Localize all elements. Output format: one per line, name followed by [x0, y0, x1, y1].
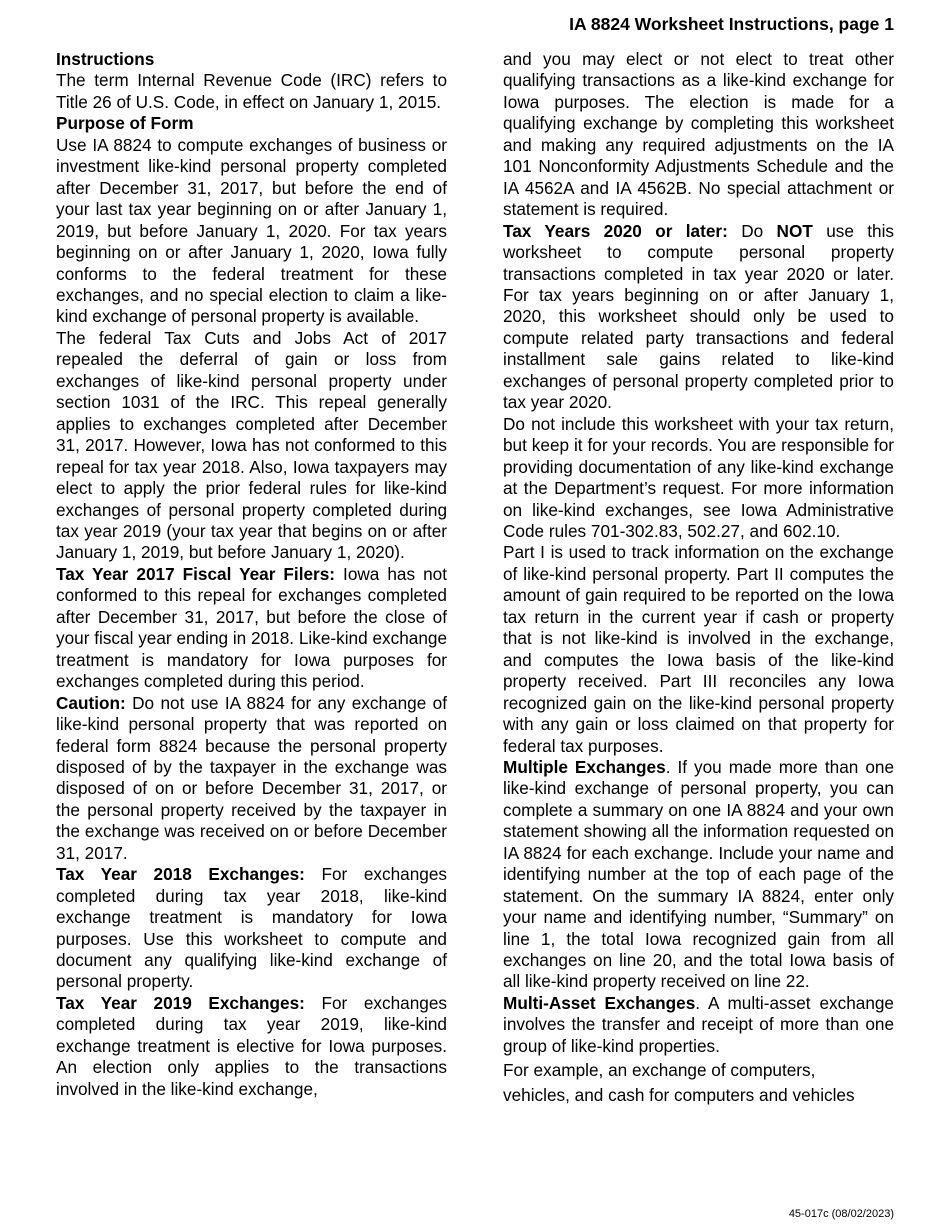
- caution-text: Do not use IA 8824 for any exchange of like-kind personal property that was reported on federal form 8824 because the personal property disposed of by the taxpayer in the exchange was disposed of on or before December 31, 2017, or the personal property received by the taxpayer in the exchange was received on or before December 31, 2017.: [56, 692, 448, 863]
- example-line-2: vehicles, and cash for computers and vehicles: [503, 1084, 855, 1105]
- form-id: 45-017c (08/02/2023): [788, 1208, 894, 1220]
- ty2019-paragraph: [56, 993, 447, 1100]
- multi-asset-paragraph: [503, 993, 894, 1057]
- page-title: IA 8824 Worksheet Instructions, page 1: [569, 14, 894, 34]
- right-column: [503, 49, 894, 1106]
- example-line-1: For example, an exchange of computers,: [503, 1060, 816, 1081]
- ty2019-text: For exchanges completed during tax year 2019, like-kind exchange treatment is elective for Iowa purposes. An election only applies to the transactions involved in the like-kind exchange,: [56, 992, 448, 1099]
- multiple-exchanges-label: Multiple Exchanges: [503, 756, 666, 777]
- irc-paragraph: The term Internal Revenue Code (IRC) refers to Title 26 of U.S. Code, in effect on January 1, 2015.: [56, 70, 447, 112]
- fiscal-year-text: Iowa has not conformed to this repeal for exchanges completed after December 31, 2017, but before the close of your fiscal year ending in 2018. Like-kind exchange treatment is mandatory for Iowa purposes for exchanges completed during this period.: [56, 563, 447, 692]
- ty2018-label: Tax Year 2018 Exchanges:: [56, 864, 305, 885]
- parts-paragraph: Part I is used to track information on the exchange of like-kind personal property. Part II computes the amount of gain required to be reported on the Iowa tax return in the current year if cash or property that is not like-kind is involved in the exchange, and computes the Iowa basis of the like-kind property received. Part III reconciles any Iowa recognized gain on the like-kind personal property with any gain or loss claimed on that property for federal tax purposes.: [503, 542, 894, 756]
- continuation-paragraph: and you may elect or not elect to treat other qualifying transactions as a like-kind exchange for Iowa purposes. The election is made for a qualifying exchange by completing this worksheet and making any required adjustments on the IA 101 Nonconformity Adjustments Schedule and the IA 4562A and IA 4562B. No special attachment or statement is required.: [503, 49, 894, 220]
- ty2020-not: NOT: [776, 220, 813, 241]
- ty2018-paragraph: [56, 864, 447, 993]
- purpose-heading: Purpose of Form: [56, 113, 194, 134]
- ty2020-text: use this worksheet to compute personal property transactions completed in tax year 2020 or later. For tax years beginning on or after January 1, 2020, this worksheet should only be used to compute related party transactions and federal installment sale gains related to like-kind exchanges of personal property completed prior to tax year 2020.: [503, 220, 895, 413]
- left-column: [56, 49, 447, 1100]
- ty2020-paragraph: [503, 221, 894, 414]
- tcja-paragraph: The federal Tax Cuts and Jobs Act of 2017 repealed the deferral of gain or loss from exchanges of like-kind personal property under section 1031 of the IRC. This repeal generally applies to exchanges completed after December 31, 2017. However, Iowa has not conformed to this repeal for tax year 2018. Also, Iowa taxpayers may elect to apply the prior federal rules for like-kind exchanges of personal property completed during tax year 2019 (your tax year that begins on or after January 1, 2019, but before January 1, 2020).: [56, 327, 447, 563]
- ty2019-label: Tax Year 2019 Exchanges:: [56, 992, 305, 1013]
- purpose-paragraph: Use IA 8824 to compute exchanges of business or investment like-kind personal property completed after December 31, 2017, but before the end of your last tax year beginning on or after January 1, 2019, but before January 1, 2020. For tax years beginning on or after January 1, 2020, Iowa fully conforms to the federal treatment for these exchanges, and no special election to claim a like-kind exchange of personal property is available.: [56, 134, 447, 327]
- caution-label: Caution:: [56, 692, 126, 713]
- multiple-exchanges-text: . If you made more than one like-kind exchange of personal property, you can complete a summary on one IA 8824 and your own statement showing all the information requested on IA 8824 for each exchange. Include your name and identifying number at the top of each page of the statement. On the summary IA 8824, enter only your name and identifying number, “Summary” on line 1, the total Iowa recognized gain from all exchanges on line 20, and the total Iowa basis of all like-kind property received on line 22.: [503, 756, 894, 992]
- fiscal-year-label: Tax Year 2017 Fiscal Year Filers:: [56, 563, 336, 584]
- multi-asset-text: . A multi-asset exchange involves the transfer and receipt of more than one group of like-kind properties.: [503, 992, 894, 1056]
- records-paragraph: Do not include this worksheet with your tax return, but keep it for your records. You are responsible for providing documentation of any like-kind exchange at the Department’s request. For more information on like-kind exchanges, see Iowa Administrative Code rules 701-302.83, 502.27, and 602.10.: [503, 413, 894, 541]
- ty2020-label: Tax Years 2020 or later:: [503, 220, 728, 241]
- fiscal-year-paragraph: [56, 564, 447, 693]
- caution-paragraph: [56, 693, 447, 865]
- multi-asset-label: Multi-Asset Exchanges: [503, 992, 696, 1013]
- multiple-exchanges-paragraph: [503, 757, 894, 993]
- instructions-heading: Instructions: [56, 49, 155, 69]
- ty2020-pre: Do: [741, 220, 764, 241]
- ty2018-text: For exchanges completed during tax year 2018, like-kind exchange treatment is mandatory for Iowa purposes. Use this worksheet to compute and document any qualifying like-kind exchange of personal property.: [56, 864, 448, 992]
